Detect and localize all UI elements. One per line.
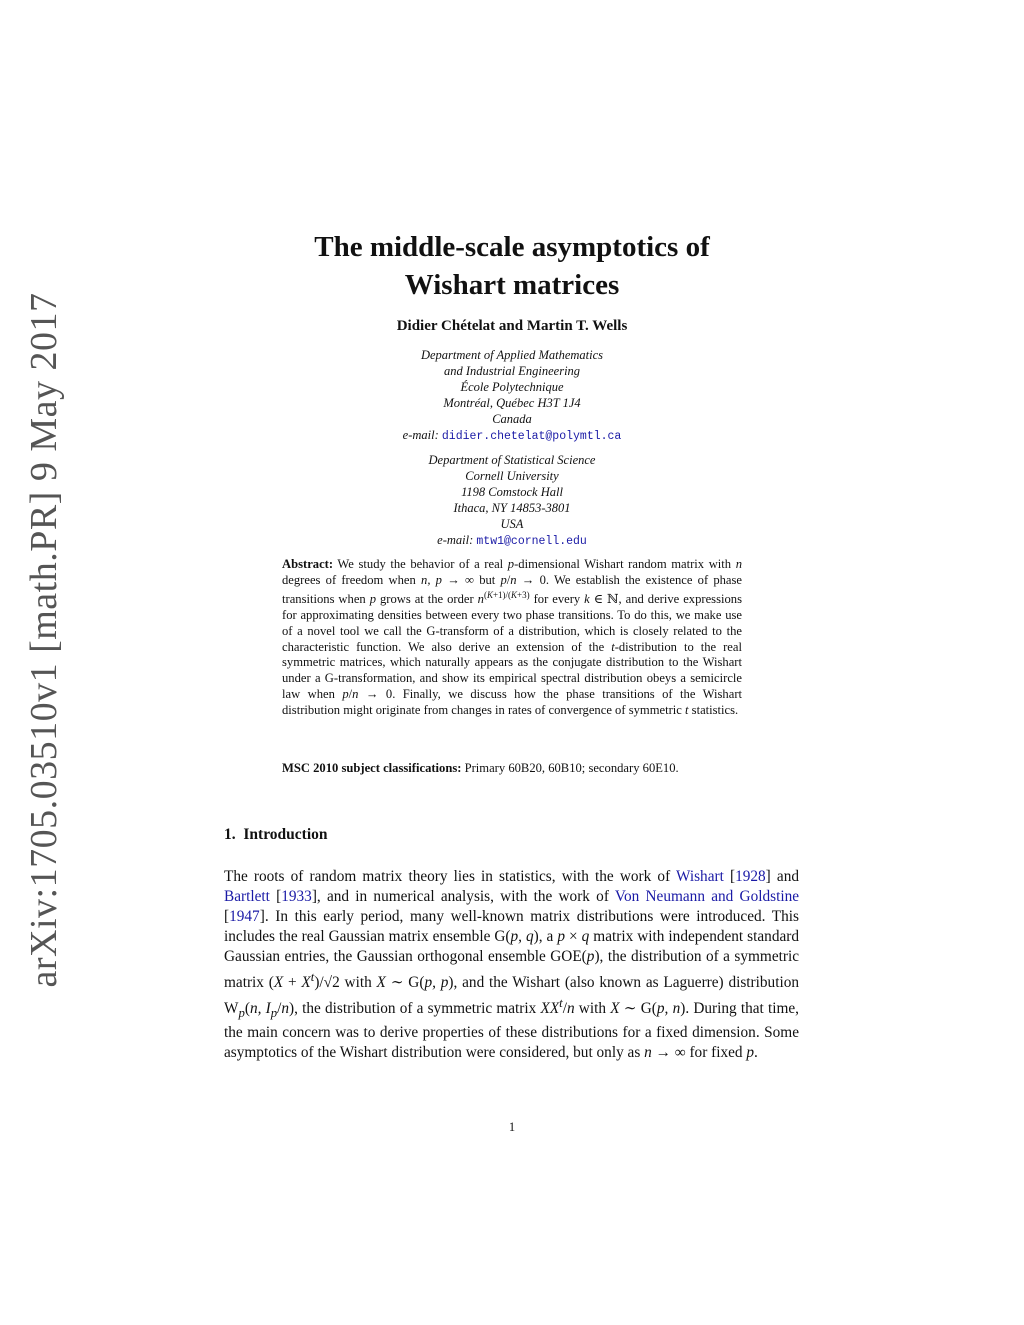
intro-text: ), a: [533, 928, 558, 945]
affiliation-2-email-line: [0, 532, 1024, 550]
affiliation-2-dept: Department of Statistical Science: [428, 453, 596, 467]
email-label: e-mail:: [437, 533, 474, 547]
section-title: Introduction: [243, 826, 328, 843]
section-heading: [224, 826, 328, 844]
affiliation-2-city: Ithaca, NY 14853-3801: [453, 501, 571, 515]
intro-text: ), the distribution of a symmetric matrix: [288, 1000, 541, 1018]
citation-year-1933[interactable]: 1933: [281, 888, 312, 905]
title-line-2: Wishart matrices: [404, 269, 620, 301]
affiliation-1: [0, 347, 1024, 445]
intro-text: and: [770, 868, 800, 885]
abstract-text: . We establish the existence of phase transitions when: [282, 572, 743, 607]
citation-year-1947[interactable]: 1947: [229, 908, 260, 925]
abstract-text: , and derive expressions for approximating densities between every two phase transitions. To do this, we make use of a novel tool we call the G-transform of a distribution, which is closely related to the characteristic function. We also derive an extension of the: [282, 592, 742, 654]
abstract-text: grows at the order: [375, 592, 478, 607]
abstract-text: -distribution to the real symmetric matrices, which naturally appears as the conjugate distribution to the Wishart under a G-transformation, and show its empirical spectral distribution obeys a semicircle law when: [282, 639, 742, 701]
abstract-text: . Finally, we discuss how the phase transitions of the Wishart distribution might originate from changes in rates of convergence of symmetric: [282, 686, 743, 717]
citation-link-bartlett[interactable]: Bartlett: [224, 888, 270, 905]
affiliation-1-dept: Department of Applied Mathematics: [420, 348, 604, 362]
affiliation-1-email-line: [0, 427, 1024, 445]
abstract-text: -dimensional Wishart random matrix with: [514, 557, 736, 571]
intro-text: The roots of random matrix theory lies in statistics, with the work of: [224, 868, 677, 885]
intro-paragraph: The roots of random matrix theory lies in statistics, with the work of Wishart [1928] and Bartlett [1933], and in numerical analysis, with the work of Von Neumann and Goldstine [1947]. In this early period, many well-known matrix distributions were introduced. This includes the real Gaussian matrix ensemble G(p, q), a p × q matrix with independent standard Gaussian entries, the Gaussian orthogonal ensemble GOE(p), the distribution of a symmetric matrix $(X + X^t)/√2$ with X ∼ G(p, p), and the Wishart (also known as Laguerre) distribution $W_p(n$, $I_p/n$), the distribution of a symmetric matrix $XX^t/n$ with X ∼ G(p, n). During that time, the main concern was to derive properties of these distributions for a fixed dimension. Some asymptotics of the Wishart distribution were considered, but only as n → ∞ for fixed p.: [224, 868, 800, 1062]
section-number: 1.: [224, 826, 236, 843]
arxiv-identifier-stamp: arXiv:1705.03510v1 [math.PR] 9 May 2017: [23, 292, 65, 988]
abstract-text: for every: [529, 592, 585, 607]
intro-text: ), the distribution of a symmetric matrix (: [224, 948, 799, 992]
intro-text: . During that time, the main concern was to derive properties of these distributions for a fixed dimension. Some asymptotics of the Wishart distribution were considered, but only as: [224, 1000, 799, 1062]
affiliation-2: [0, 452, 1024, 550]
msc-label: MSC 2010 subject classifications:: [282, 761, 462, 775]
msc-text: Primary 60B20, 60B10; secondary 60E10.: [461, 761, 679, 775]
intro-text: matrix with independent standard Gaussian entries, the Gaussian orthogonal ensemble GOE(: [224, 928, 799, 965]
citation-link-wishart[interactable]: Wishart: [676, 868, 724, 885]
abstract: Abstract: We study the behavior of a real p-dimensional Wishart random matrix with n degrees of freedom when n, p → ∞ but p/n → 0. We establish the existence of phase transitions when p grows at the order $n^{(K+1)/(K+3)}$ for every k ∈ ℕ, and derive expressions for approximating densities between every two phase transitions. To do this, we make use of a novel tool we call the G-transform of a distribution, which is closely related to the characteristic function. We also derive an extension of the t-distribution to the real symmetric matrices, which naturally appears as the conjugate distribution to the Wishart under a G-transformation, and show its empirical spectral distribution obeys a semicircle law when p/n → 0. Finally, we discuss how the phase transitions of the Wishart distribution might originate from changes in rates of convergence of symmetric t statistics.: [282, 557, 743, 717]
intro-text: . In this early period, many well-known matrix distributions were introduced. This includes the real Gaussian matrix ensemble G(: [224, 908, 799, 945]
affiliation-1-dept2: and Industrial Engineering: [443, 364, 581, 378]
affiliation-2-address: 1198 Comstock Hall: [461, 485, 563, 499]
abstract-text: statistics.: [688, 702, 739, 717]
affiliation-2-country: USA: [500, 517, 524, 531]
title-line-1: The middle-scale asymptotics of: [314, 231, 710, 263]
authors: Didier Chételat and Martin T. Wells: [396, 318, 628, 334]
intro-text: for fixed: [685, 1044, 747, 1062]
affiliation-1-school: École Polytechnique: [460, 380, 564, 394]
intro-text: with: [574, 1000, 611, 1018]
affiliation-1-city: Montréal, Québec H3T 1J4: [443, 396, 581, 410]
email-label: e-mail:: [402, 428, 439, 442]
intro-text: , and in numerical analysis, with the work of: [316, 888, 615, 905]
abstract-label: Abstract:: [282, 557, 334, 571]
citation-link-von-neumann-goldstine[interactable]: Von Neumann and Goldstine: [614, 888, 800, 905]
abstract-text: degrees of freedom when: [282, 572, 422, 587]
msc-classifications: [282, 761, 742, 777]
paper-title: [0, 228, 1024, 304]
intro-text: , and the Wishart (also known as Laguerre) distribution W: [224, 974, 799, 1018]
affiliation-1-country: Canada: [492, 412, 532, 426]
citation-year-1928[interactable]: 1928: [735, 868, 766, 885]
abstract-text: but: [473, 572, 501, 587]
page-number: 1: [508, 1120, 516, 1134]
email-link-chetelat[interactable]: didier.chetelat@polymtl.ca: [441, 430, 622, 443]
affiliation-2-school: Cornell University: [465, 469, 559, 483]
abstract-text: We study the behavior of a real: [333, 557, 508, 571]
intro-text: with: [339, 974, 377, 992]
email-link-wells[interactable]: mtw1@cornell.edu: [476, 535, 587, 548]
